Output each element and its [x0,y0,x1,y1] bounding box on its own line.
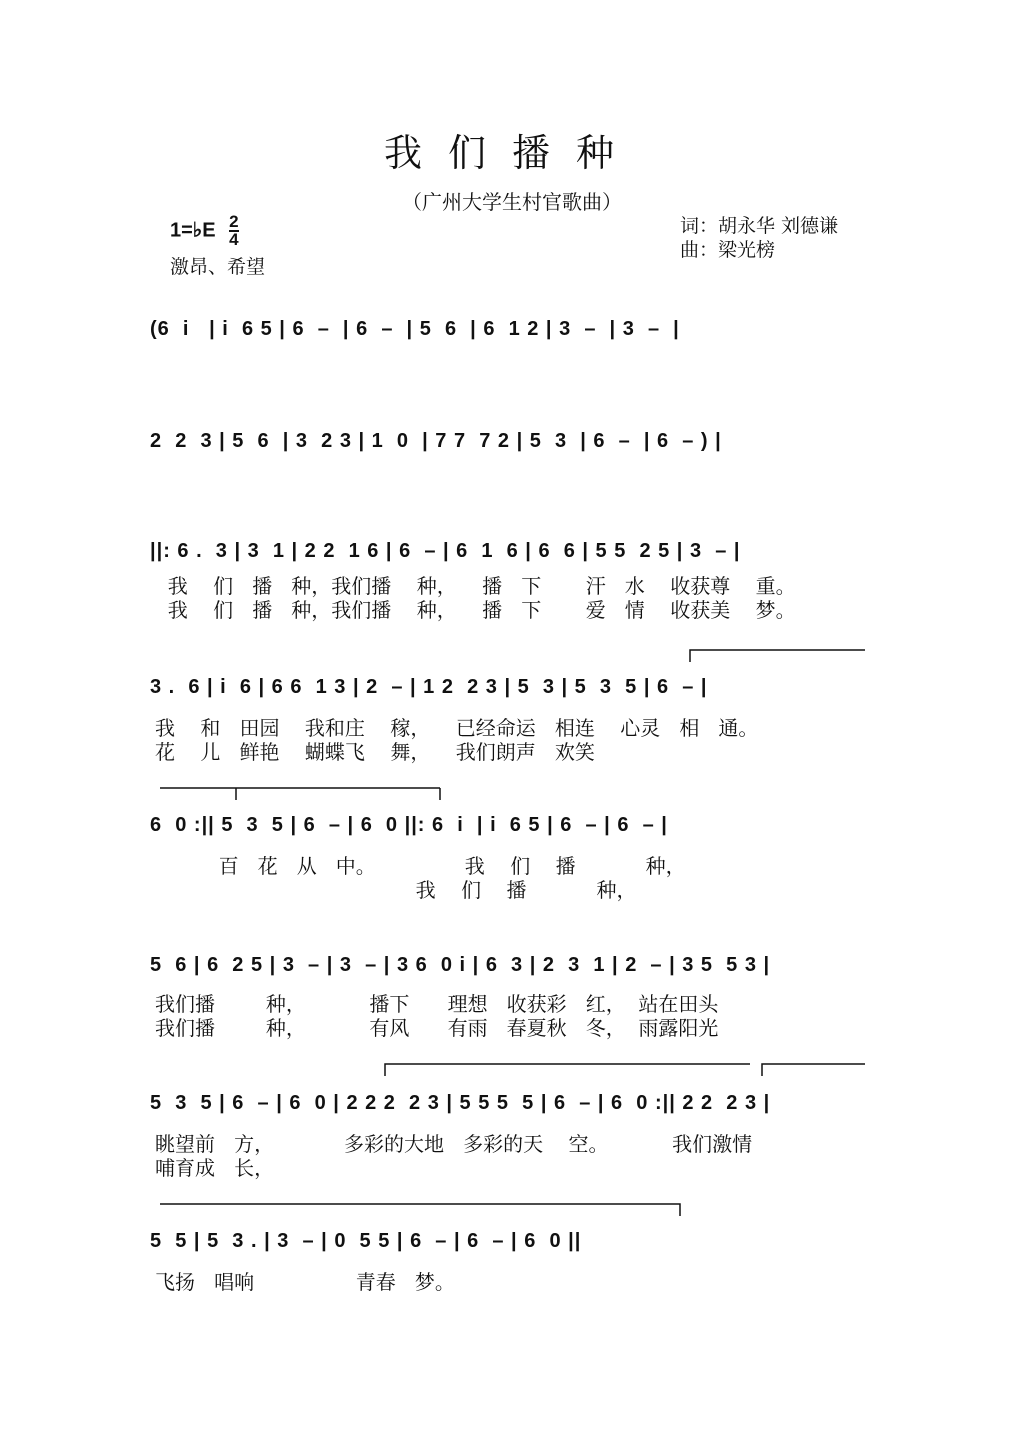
score-row-7: 5 3 5 | 6 – | 6 0 | 2 2 2 2 3 | 5 5 5 5 | 6 – | 6 0 :|| 2 2 2 3 | [150,1092,771,1114]
volta-row8 [160,1204,680,1216]
score-row-4: 3 . 6 | i 6 | 6 6 1 3 | 2 – | 1 2 2 3 | 5 3 | 5 3 5 | 6 – | [150,676,708,698]
lyrics-row-5-verse-2: 我 们 播 种， [155,878,637,902]
volta-1-row4 [690,650,865,662]
lyrics-row-8-verse-1: 飞扬 唱响 青春 梦。 [155,1270,455,1294]
lyrics-row-4-verse-2: 花 儿 鲜艳 蝴蝶飞 舞， 我们朗声 欢笑 [155,740,595,764]
lyrics-row-6-verse-1: 我们播 种， 播下 理想 收获彩 红， 站在田头 [155,992,719,1016]
lyrics-row-6-verse-2: 我们播 种， 有风 有雨 春夏秋 冬， 雨露阳光 [155,1016,719,1040]
composer: 曲：梁光榜 [680,239,776,261]
lyrics-row-7-verse-1: 眺望前 方， 多彩的大地 多彩的天 空。 我们激情 [155,1132,753,1156]
tempo-marking: 激昂、希望 [170,256,266,278]
lyricist: 词：胡永华 刘德谦 [680,215,839,237]
song-title: 我们播种 [383,131,640,175]
volta-row7 [385,1064,865,1076]
lyrics-row-3-verse-2: 我 们 播 种，我们播 种， 播 下 爱 情 收获美 梦。 [155,598,796,622]
song-subtitle: （广州大学生村官歌曲） [402,190,622,214]
score-row-8: 5 5 | 5 3 . | 3 – | 0 5 5 | 6 – | 6 – | 6 0 || [150,1230,582,1252]
volta-2-row5 [160,788,440,800]
lyrics-row-5-verse-1: 百 花 从 中。 我 们 播 种， [155,854,686,878]
time-top: 2 [229,212,239,231]
time-bottom: 4 [229,230,239,249]
score-row-1: (6 i | i 6 5 | 6 – | 6 – | 5 6 | 6 1 2 | 3 – | 3 – | [150,318,680,340]
key-label: 1=♭E [170,219,216,242]
score-row-5: 6 0 :|| 5 3 5 | 6 – | 6 0 ||: 6 i | i 6 5 | 6 – | 6 – | [150,814,668,836]
score-row-3: ||: 6 . 3 | 3 1 | 2 2 1 6 | 6 – | 6 1 6 | 6 6 | 5 5 2 5 | 3 – | [150,540,741,562]
score-row-6: 5 6 | 6 2 5 | 3 – | 3 – | 3 6 0 i | 6 3 | 2 3 1 | 2 – | 3 5 5 3 | [150,954,771,976]
lyrics-row-4-verse-1: 我 和 田园 我和庄 稼， 已经命运 相连 心灵 相 通。 [155,716,759,740]
lyrics-row-7-verse-2: 哺育成 长， [155,1156,275,1180]
score-row-2: 2 2 3 | 5 6 | 3 2 3 | 1 0 | 7 7 7 2 | 5 3 | 6 – | 6 – ) | [150,430,722,452]
lyrics-row-3-verse-1: 我 们 播 种，我们播 种， 播 下 汗 水 收获尊 重。 [155,574,796,598]
